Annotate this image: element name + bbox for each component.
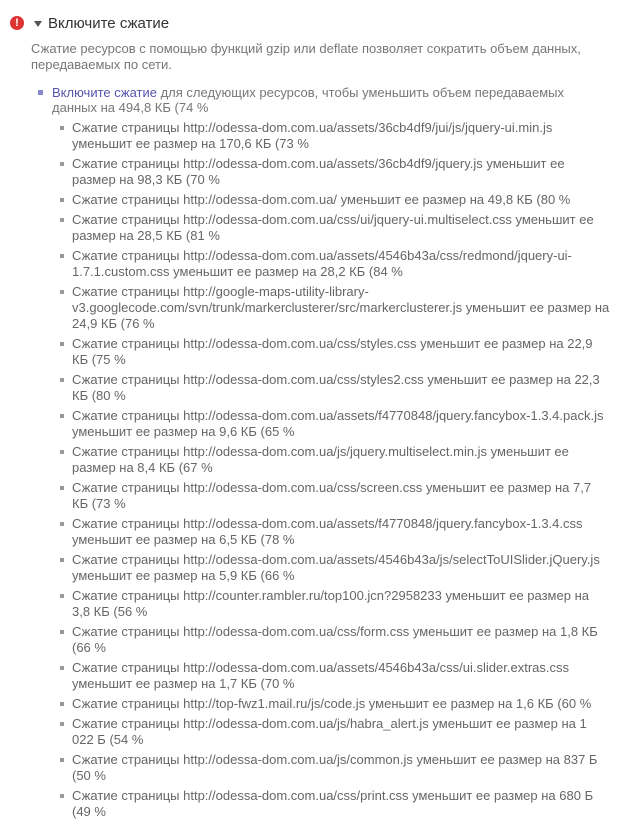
resource-text: Сжатие страницы http://odessa-dom.com.ua/js/habra_alert.js уменьшит ее размер на 1 022 Б (54 %: [72, 716, 587, 747]
summary-text: [38, 85, 598, 115]
resource-text: Сжатие страницы http://top-fwz1.mail.ru/js/code.js уменьшит ее размер на 1,6 КБ (60 %: [72, 696, 592, 711]
resource-item: [58, 752, 610, 784]
bullet-icon: [60, 794, 64, 798]
bullet-icon: [60, 162, 64, 166]
resource-text: Сжатие страницы http://odessa-dom.com.ua/assets/4546b43a/js/selectToUISlider.jQuery.js уменьшит ее размер на 5,9 КБ (66 %: [72, 552, 600, 583]
resource-text: Сжатие страницы http://google-maps-utility-library-v3.googlecode.com/svn/trunk/markerclusterer/src/markerclusterer.js уменьшит ее размер на 24,9 КБ (76 %: [72, 284, 610, 331]
bullet-icon: [60, 218, 64, 222]
summary-item: [38, 85, 598, 115]
resource-item: [58, 120, 610, 152]
resource-item: [58, 192, 610, 208]
bullet-icon: [60, 522, 64, 526]
resource-text: Сжатие страницы http://odessa-dom.com.ua/assets/f4770848/jquery.fancybox-1.3.4.pack.js уменьшит ее размер на 9,6 КБ (65 %: [72, 408, 604, 439]
resource-text: Сжатие страницы http://odessa-dom.com.ua/js/common.js уменьшит ее размер на 837 Б (50 %: [72, 752, 598, 783]
bullet-icon: [60, 450, 64, 454]
resource-item: [58, 480, 610, 512]
bullet-icon: [60, 198, 64, 202]
resource-text: Сжатие страницы http://odessa-dom.com.ua/assets/4546b43a/css/redmond/jquery-ui-1.7.1.custom.css уменьшит ее размер на 28,2 КБ (84 %: [72, 248, 572, 279]
bullet-icon: [60, 378, 64, 382]
bullet-icon: [60, 126, 64, 130]
resource-item: [58, 336, 610, 368]
bullet-icon: [60, 702, 64, 706]
resource-text: Сжатие страницы http://odessa-dom.com.ua/assets/36cb4df9/jui/js/jquery-ui.min.js уменьшит ее размер на 170,6 КБ (73 %: [72, 120, 553, 151]
resource-item: [58, 408, 610, 440]
resource-item: [58, 588, 610, 620]
bullet-icon: [60, 666, 64, 670]
bullet-icon: [60, 758, 64, 762]
bullet-icon: [60, 254, 64, 258]
bullet-icon: [60, 722, 64, 726]
resource-item: [58, 284, 610, 332]
resource-item: [58, 156, 610, 188]
summary-body: для следующих ресурсов, чтобы уменьшить объем передаваемых данных на 494,8 КБ (74 %: [52, 85, 565, 115]
rule-title[interactable]: Включите сжатие: [48, 14, 170, 32]
resource-item: [58, 660, 610, 692]
rule-header[interactable]: [10, 12, 169, 34]
resource-text: Сжатие страницы http://odessa-dom.com.ua/js/jquery.multiselect.min.js уменьшит ее размер на 8,4 КБ (67 %: [72, 444, 569, 475]
resource-list: [58, 120, 610, 824]
resource-text: Сжатие страницы http://odessa-dom.com.ua/css/styles.css уменьшит ее размер на 22,9 КБ (75 %: [72, 336, 593, 367]
bullet-icon: [60, 342, 64, 346]
warning-icon: !: [10, 16, 24, 30]
resource-item: [58, 248, 610, 280]
resource-item: [58, 716, 610, 748]
bullet-icon: [60, 558, 64, 562]
bullet-icon: [60, 414, 64, 418]
bullet-icon: [60, 486, 64, 490]
resource-text: Сжатие страницы http://odessa-dom.com.ua/css/screen.css уменьшит ее размер на 7,7 КБ (73 %: [72, 480, 592, 511]
resource-text: Сжатие страницы http://odessa-dom.com.ua/css/form.css уменьшит ее размер на 1,8 КБ (66 %: [72, 624, 598, 655]
bullet-icon: [60, 594, 64, 598]
resource-text: Сжатие страницы http://odessa-dom.com.ua/assets/36cb4df9/jquery.js уменьшит ее размер на 98,3 КБ (70 %: [72, 156, 565, 187]
resource-item: [58, 788, 610, 820]
resource-item: [58, 516, 610, 548]
resource-item: [58, 212, 610, 244]
enable-compression-link[interactable]: Включите сжатие: [52, 85, 157, 100]
resource-text: Сжатие страницы http://odessa-dom.com.ua/ уменьшит ее размер на 49,8 КБ (80 %: [72, 192, 571, 207]
resource-item: [58, 552, 610, 584]
resource-text: Сжатие страницы http://odessa-dom.com.ua/css/ui/jquery-ui.multiselect.css уменьшит ее размер на 28,5 КБ (81 %: [72, 212, 594, 243]
rule-description: Сжатие ресурсов с помощью функций gzip или deflate позволяет сократить объем данных, передаваемых по сети.: [31, 41, 581, 72]
resource-text: Сжатие страницы http://odessa-dom.com.ua/assets/4546b43a/css/ui.slider.extras.css уменьшит ее размер на 1,7 КБ (70 %: [72, 660, 569, 691]
resource-text: Сжатие страницы http://odessa-dom.com.ua/assets/f4770848/jquery.fancybox-1.3.4.css уменьшит ее размер на 6,5 КБ (78 %: [72, 516, 583, 547]
resource-item: [58, 444, 610, 476]
bullet-icon: [60, 290, 64, 294]
bullet-icon: [38, 90, 43, 95]
resource-text: Сжатие страницы http://odessa-dom.com.ua/css/styles2.css уменьшит ее размер на 22,3 КБ (80 %: [72, 372, 600, 403]
resource-item: [58, 696, 610, 712]
bullet-icon: [60, 630, 64, 634]
resource-item: [58, 372, 610, 404]
collapse-toggle-icon[interactable]: [34, 21, 42, 27]
resource-text: Сжатие страницы http://odessa-dom.com.ua/css/print.css уменьшит ее размер на 680 Б (49 %: [72, 788, 594, 819]
resource-item: [58, 624, 610, 656]
resource-text: Сжатие страницы http://counter.rambler.ru/top100.jcn?2958233 уменьшит ее размер на 3,8 КБ (56 %: [72, 588, 589, 619]
